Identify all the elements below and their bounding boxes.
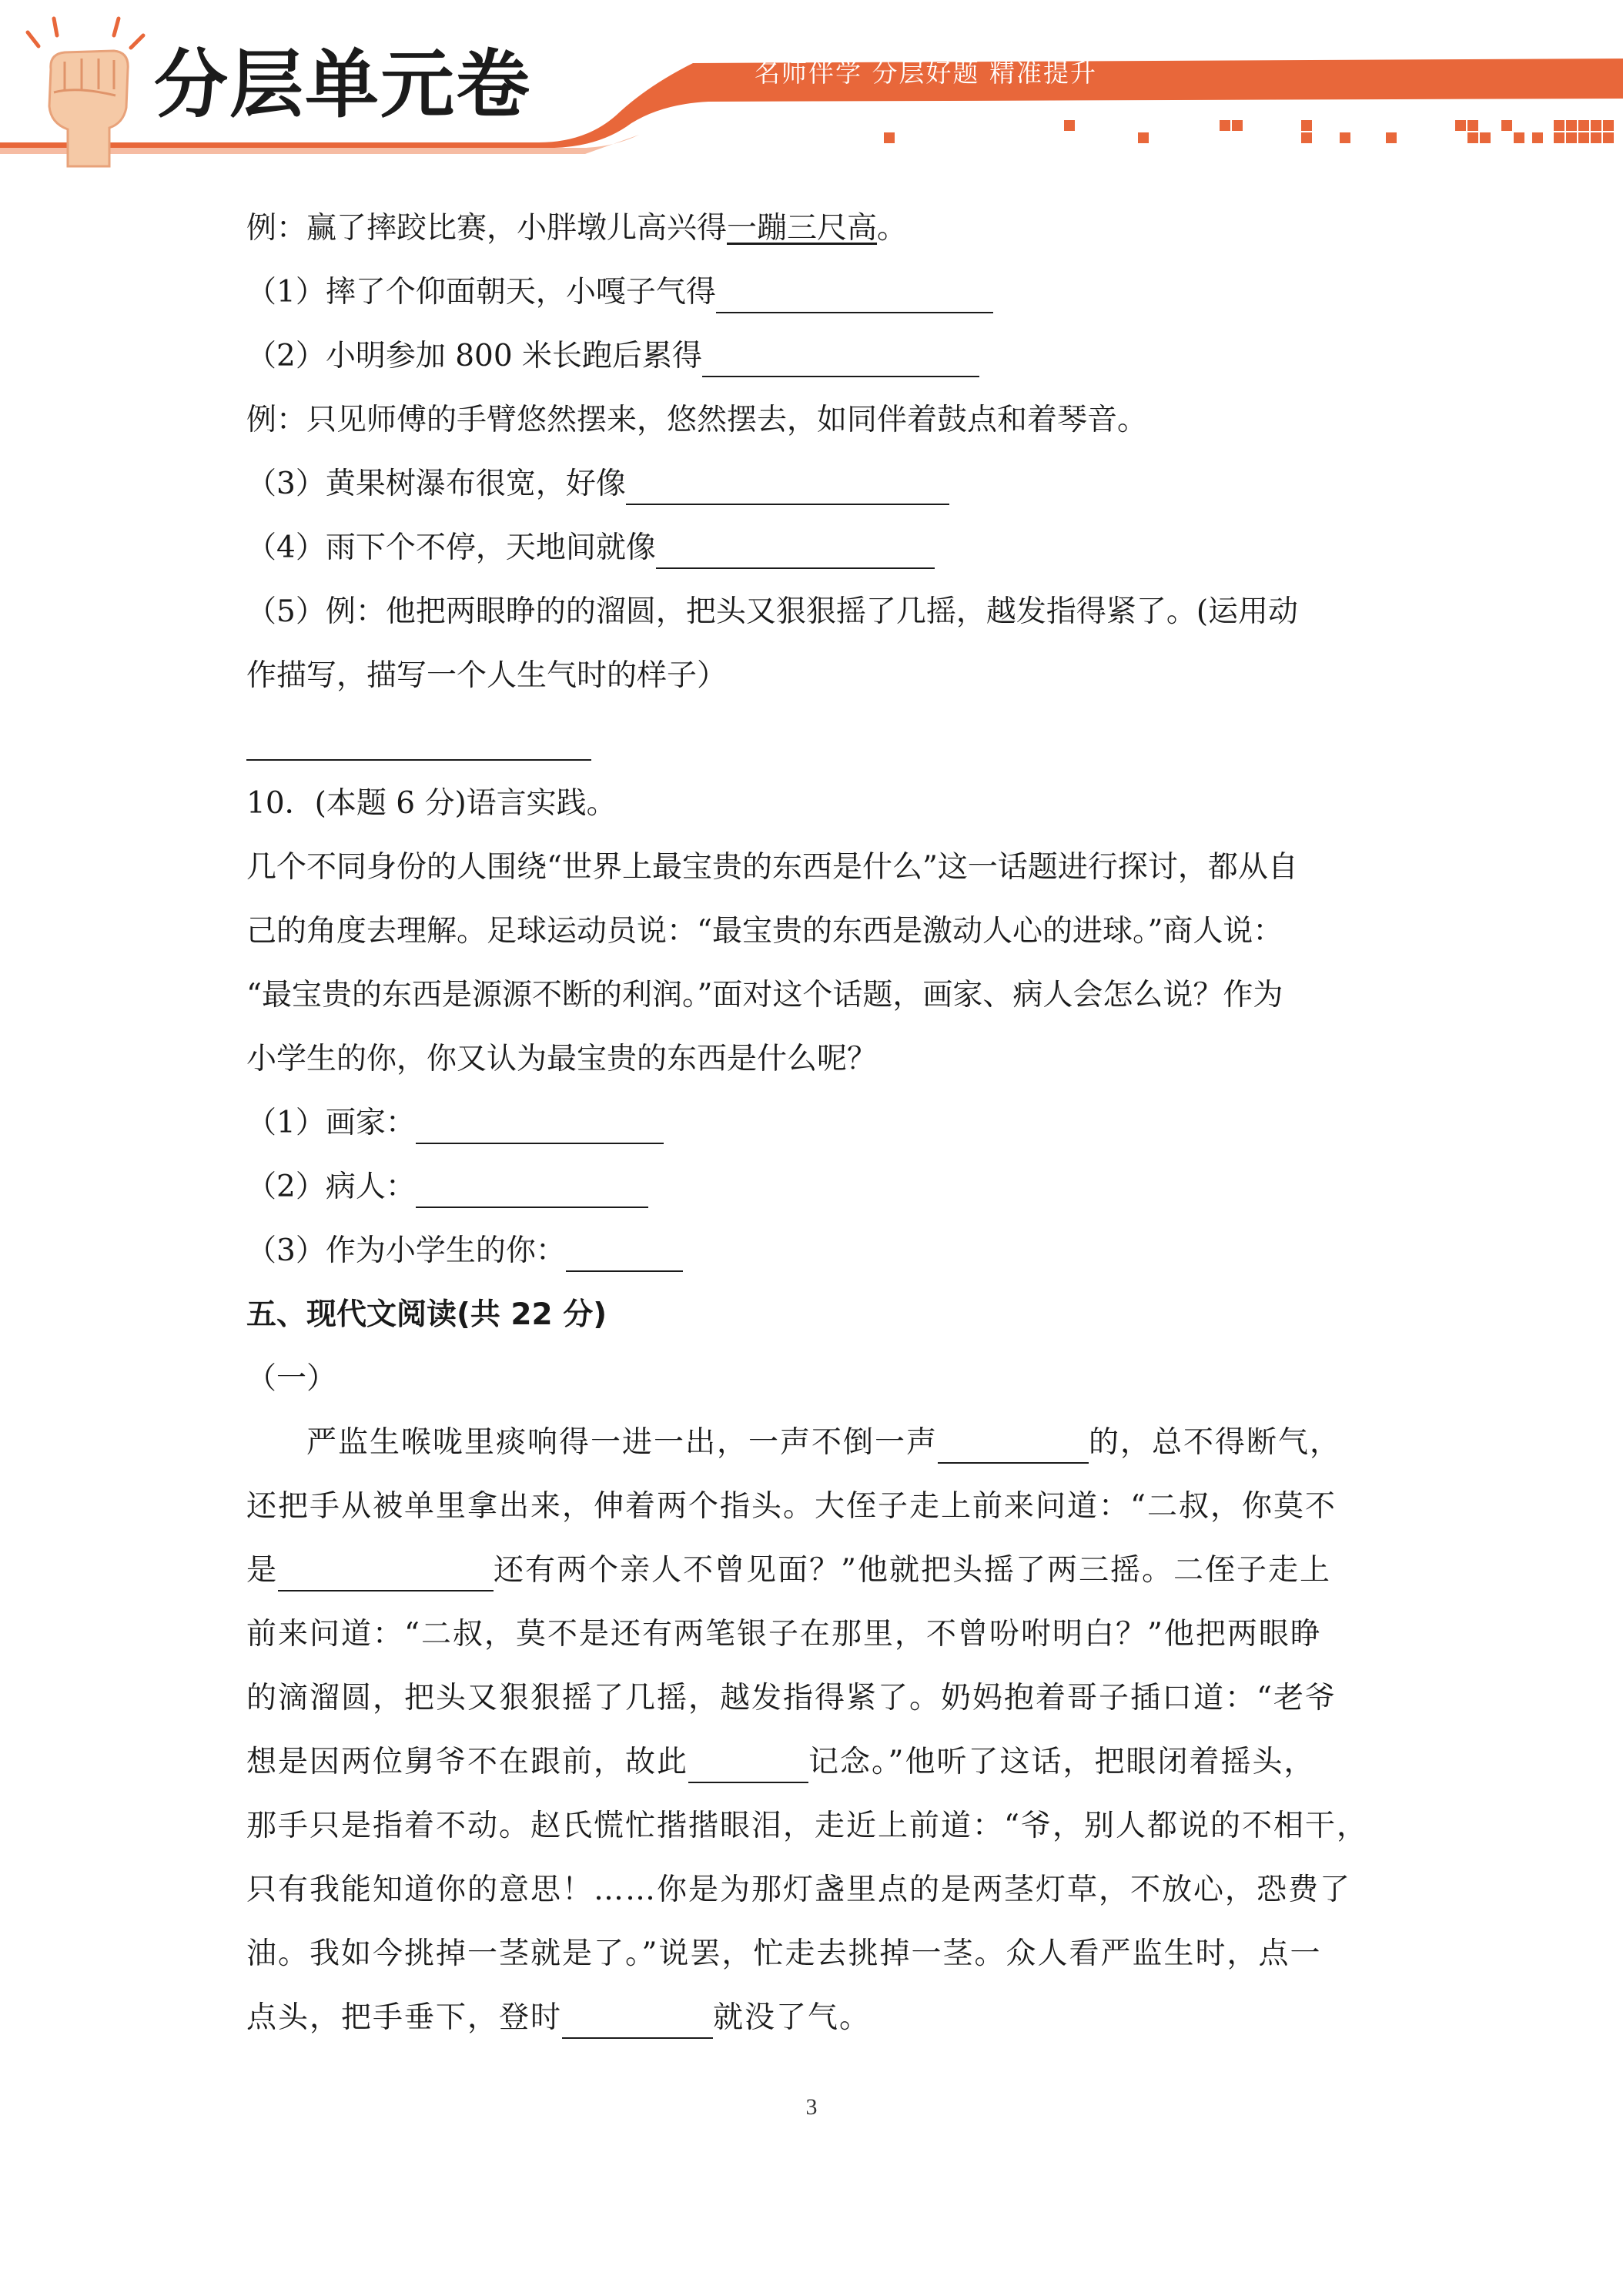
q10-para-text: 小学生的你，你又认为最宝贵的东西是什么呢？ xyxy=(246,1042,878,1076)
passage-line xyxy=(246,1474,1386,1538)
example-2-text: 例：只见师傅的手臂悠然摆来，悠然摆去，如同伴着鼓点和着琴音。 xyxy=(246,403,1148,437)
passage-text: 点头，把手垂下，登时 xyxy=(246,2000,563,2035)
passage-line xyxy=(246,1922,1386,1986)
section-title: 五、现代文阅读(共 22 分) xyxy=(246,1297,607,1332)
q10-para-text: 己的角度去理解。足球运动员说：“最宝贵的东西是激动人心的进球。”商人说： xyxy=(246,914,1283,949)
q10-para-text: “最宝贵的东西是源源不断的利润。”面对这个话题，画家、病人会怎么说？作为 xyxy=(246,978,1283,1012)
q10-para-line xyxy=(246,835,1386,899)
answer-blank[interactable] xyxy=(566,1232,683,1272)
section-subtitle-text: （一） xyxy=(246,1361,337,1396)
q10-item-1-text: （1）画家： xyxy=(246,1106,416,1140)
page-header xyxy=(0,0,1623,166)
passage-text: 前来问道：“二叔，莫不是还有两笔银子在那里，不曾吩咐明白？”他把两眼睁 xyxy=(246,1617,1322,1652)
q9-item-2-text: （2）小明参加 800 米长跑后累得 xyxy=(246,339,703,373)
passage-line xyxy=(246,1666,1386,1730)
answer-blank[interactable] xyxy=(246,721,591,761)
page-content xyxy=(246,196,1386,2050)
passage-line xyxy=(246,1986,1386,2050)
q9-item-5-line-2 xyxy=(246,644,1386,708)
answer-blank[interactable] xyxy=(416,1104,664,1144)
passage-text: 的滴溜圆，把头又狠狠摇了几摇，越发指得紧了。奶妈抱着哥子插口道：“老爷 xyxy=(246,1681,1337,1715)
passage-text: 油。我如今挑掉一茎就是了。”说罢，忙走去挑掉一茎。众人看严监生时，点一 xyxy=(246,1936,1322,1971)
answer-blank[interactable] xyxy=(702,337,979,377)
q9-item-5-text: （5）例：他把两眼睁的的溜圆，把头又狠狠摇了几摇，越发指得紧了。(运用动 xyxy=(246,594,1299,629)
example-2 xyxy=(246,388,1386,452)
q10-item-3 xyxy=(246,1219,1386,1283)
answer-blank[interactable] xyxy=(716,273,993,313)
answer-blank[interactable] xyxy=(562,1999,713,2039)
passage-text: 只有我能知道你的意思！……你是为那灯盏里点的是两茎灯草，不放心，恐费了 xyxy=(246,1873,1352,1907)
passage-text: 记念。”他听了这话，把眼闭着摇头， xyxy=(808,1745,1316,1779)
q10-para-line xyxy=(246,899,1386,963)
brand-title: 分层单元卷 xyxy=(154,42,531,128)
passage-text: 还有两个亲人不曾见面？”他就把头摇了两三摇。二侄子走上 xyxy=(494,1553,1331,1588)
answer-blank[interactable] xyxy=(626,465,949,505)
passage-line xyxy=(246,1602,1386,1666)
q10-item-3-text: （3）作为小学生的你： xyxy=(246,1233,566,1268)
passage-line xyxy=(246,1858,1386,1922)
passage-line xyxy=(246,1411,1386,1474)
passage-text: 还把手从被单里拿出来，伸着两个指头。大侄子走上前来问道：“二叔，你莫不 xyxy=(246,1489,1337,1524)
section-subtitle xyxy=(246,1347,1386,1411)
q9-item-5-text-cont: 作描写，描写一个人生气时的样子） xyxy=(246,658,728,693)
raised-fist-icon xyxy=(23,15,146,169)
q10-para-line xyxy=(246,963,1386,1027)
q9-item-4 xyxy=(246,516,1386,580)
q10-title xyxy=(246,771,1386,835)
q10-item-2 xyxy=(246,1155,1386,1219)
example-1-prefix: 例：赢了摔跤比赛，小胖墩儿高兴得 xyxy=(246,211,728,246)
passage-line xyxy=(246,1730,1386,1794)
answer-blank[interactable] xyxy=(416,1168,648,1208)
passage-text: 严监生喉咙里痰响得一进一出，一声不倒一声 xyxy=(306,1425,939,1460)
passage-text: 是 xyxy=(246,1553,279,1588)
passage-line xyxy=(246,1538,1386,1602)
passage-text: 就没了气。 xyxy=(713,2000,872,2035)
brand-slogan: 名师伴学 分层好题 精准提升 xyxy=(755,58,1097,88)
passage-text: 想是因两位舅爷不在跟前，故此 xyxy=(246,1745,689,1779)
answer-blank[interactable] xyxy=(656,529,935,569)
q9-item-1-text: （1）摔了个仰面朝天，小嘎子气得 xyxy=(246,275,716,310)
page-number: 3 xyxy=(805,2094,818,2120)
example-1-answer: 一蹦三尺高 xyxy=(727,211,878,246)
q10-item-1 xyxy=(246,1091,1386,1155)
passage-text: 那手只是指着不动。赵氏慌忙揩揩眼泪，走近上前道：“爷，别人都说的不相干， xyxy=(246,1809,1368,1843)
passage-text: 的，总不得断气， xyxy=(1089,1425,1342,1460)
q9-item-2 xyxy=(246,324,1386,388)
q10-item-2-text: （2）病人： xyxy=(246,1170,416,1204)
q10-para-line xyxy=(246,1027,1386,1091)
q9-item-3 xyxy=(246,452,1386,516)
q10-title-text: 10．(本题 6 分)语言实践。 xyxy=(246,786,617,821)
example-1-suffix: 。 xyxy=(877,211,908,246)
q9-item-3-text: （3）黄果树瀑布很宽，好像 xyxy=(246,467,626,501)
example-1 xyxy=(246,196,1386,260)
reading-passage xyxy=(246,1411,1386,2050)
q9-item-5-answer xyxy=(246,708,1386,771)
answer-blank[interactable] xyxy=(278,1551,494,1591)
q9-item-5-line-1 xyxy=(246,580,1386,644)
passage-line xyxy=(246,1794,1386,1858)
answer-blank[interactable] xyxy=(938,1424,1089,1464)
q9-item-4-text: （4）雨下个不停，天地间就像 xyxy=(246,530,656,565)
q10-para-text: 几个不同身份的人围绕“世界上最宝贵的东西是什么”这一话题进行探讨，都从自 xyxy=(246,850,1298,885)
answer-blank[interactable] xyxy=(688,1743,808,1783)
q9-item-1 xyxy=(246,260,1386,324)
